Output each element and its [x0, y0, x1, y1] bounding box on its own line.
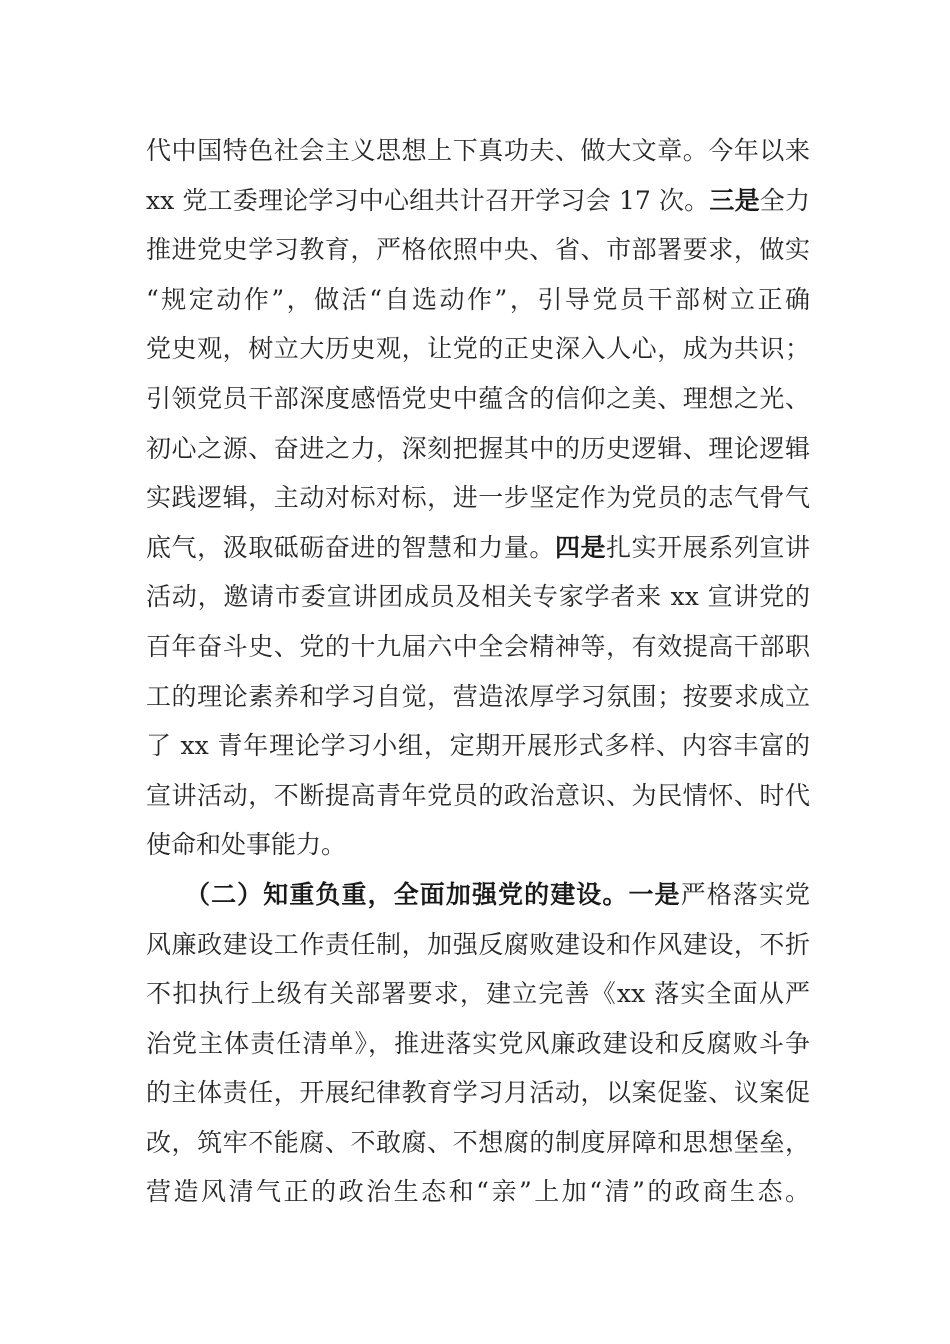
text-line — [146, 920, 810, 970]
text-run: 全力 — [759, 185, 810, 215]
text-run: 严格落实党 — [680, 879, 810, 909]
text-run: 治党主体责任清单》，推进落实党风廉政建设和反腐败斗争 — [146, 1028, 810, 1058]
text-line — [146, 820, 810, 870]
text-run: 的主体责任，开展纪律教育学习月活动，以案促鉴、议案促 — [146, 1078, 810, 1108]
text-run: 实践逻辑，主动对标对标，进一步坚定作为党员的志气骨气 — [146, 483, 810, 513]
text-line — [146, 324, 810, 374]
text-line — [146, 275, 810, 325]
text-run: 活动，邀请市委宣讲团成员及相关专家学者来 xx 宣讲党的 — [146, 582, 810, 612]
bold-marker: 三是 — [709, 185, 760, 215]
text-run: 扎实开展系列宣讲 — [606, 532, 810, 562]
section-heading: （二）知重负重，全面加强党的建设。一是 — [185, 879, 681, 909]
text-run: 初心之源、奋进之力，深刻把握其中的历史逻辑、理论逻辑 — [146, 433, 810, 463]
text-run: 工的理论素养和学习自觉，营造浓厚学习氛围；按要求成立 — [146, 681, 810, 711]
text-line — [146, 176, 810, 226]
text-run: 百年奋斗史、党的十九届六中全会精神等，有效提高干部职 — [146, 631, 810, 661]
text-line — [146, 523, 810, 573]
text-run: xx 党工委理论学习中心组共计召开学习会 17 次。 — [146, 185, 710, 215]
text-run: 使命和处事能力。 — [146, 830, 347, 860]
text-run: 风廉政建设工作责任制，加强反腐败建设和作风建设，不折 — [146, 929, 810, 959]
section-heading-line — [146, 870, 810, 920]
text-run: 营造风清气正的政治生态和“亲”上加“清”的政商生态。 — [146, 1177, 810, 1207]
text-run: 宣讲活动，不断提高青年党员的政治意识、为民情怀、时代 — [146, 780, 810, 810]
text-line — [146, 771, 810, 821]
text-line — [146, 1019, 810, 1069]
text-run: 了 xx 青年理论学习小组，定期开展形式多样、内容丰富的 — [146, 731, 810, 761]
text-run: 党史观，树立大历史观，让党的正史深入人心，成为共识； — [146, 334, 810, 364]
body-text — [146, 126, 810, 1217]
text-run: 底气，汲取砥砺奋进的智慧和力量。 — [146, 532, 555, 562]
text-run: 推进党史学习教育，严格依照中央、省、市部署要求，做实 — [146, 235, 810, 265]
text-run: 改，筑牢不能腐、不敢腐、不想腐的制度屏障和思想堡垒， — [146, 1127, 810, 1157]
text-line — [146, 374, 810, 424]
text-line — [146, 473, 810, 523]
text-line — [146, 1167, 810, 1217]
text-line — [146, 969, 810, 1019]
text-run: 不扣执行上级有关部署要求，建立完善《xx 落实全面从严 — [146, 979, 810, 1009]
bold-marker: 四是 — [554, 532, 607, 562]
text-line — [146, 672, 810, 722]
text-run: “规定动作”，做活“自选动作”，引导党员干部树立正确 — [146, 284, 810, 314]
text-line — [146, 126, 810, 176]
text-line — [146, 225, 810, 275]
text-run: 代中国特色社会主义思想上下真功夫、做大文章。今年以来 — [146, 136, 810, 165]
text-line — [146, 572, 810, 622]
text-line — [146, 721, 810, 771]
text-line — [146, 1068, 810, 1118]
text-line — [146, 1118, 810, 1168]
text-line — [146, 622, 810, 672]
text-line — [146, 424, 810, 474]
text-run: 引领党员干部深度感悟党史中蕴含的信仰之美、理想之光、 — [146, 383, 810, 413]
